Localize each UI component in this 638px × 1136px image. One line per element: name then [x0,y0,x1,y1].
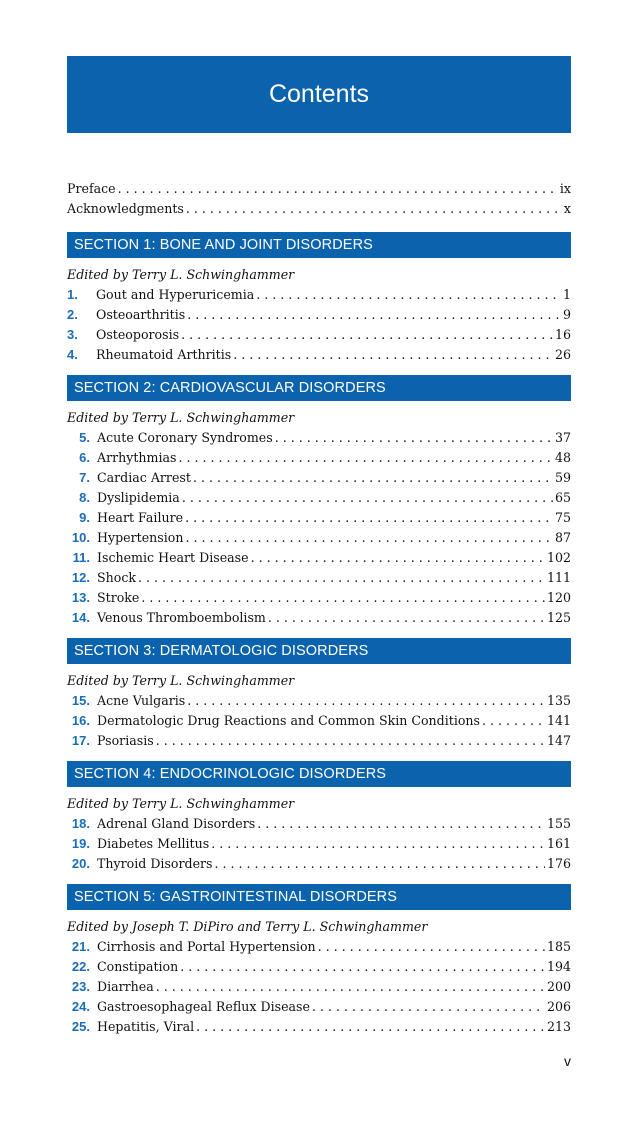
toc-entry-chapter[interactable] [67,937,571,957]
chapter-number: 4. [67,347,78,362]
chapter-page: 135 [546,693,571,708]
chapter-number: 21. [71,939,90,954]
toc-section-3 [67,638,571,751]
toc-entry-chapter[interactable] [67,305,571,325]
toc-entry-chapter[interactable] [67,854,571,874]
leader-dots [312,997,545,1017]
toc-entry-chapter[interactable] [67,977,571,997]
chapter-number: 19. [71,836,90,851]
toc-entry-chapter[interactable] [67,731,571,751]
chapter-number: 13. [71,590,90,605]
leader-dots [138,568,545,588]
chapter-number: 22. [71,959,90,974]
chapter-title: Ischemic Heart Disease [97,550,249,565]
leader-dots [187,305,561,325]
entry-page: ix [559,181,571,196]
section-heading[interactable]: SECTION 4: ENDOCRINOLOGIC DISORDERS [67,761,571,787]
leader-dots [251,548,545,568]
chapter-page: 75 [554,510,571,525]
toc-entry-chapter[interactable] [67,528,571,548]
contents-page [67,56,571,1037]
chapter-title: Heart Failure [97,510,184,525]
chapter-page: 1 [562,287,571,302]
toc-section-4 [67,761,571,874]
chapter-page: 194 [546,959,571,974]
chapter-number: 11. [72,550,90,565]
toc-entry-chapter[interactable] [67,488,571,508]
toc-entry-chapter[interactable] [67,548,571,568]
chapter-list [67,285,571,365]
chapter-title: Thyroid Disorders [97,856,213,871]
chapter-title: Constipation [97,959,179,974]
chapter-number: 6. [79,450,90,465]
toc-entry-chapter[interactable] [67,834,571,854]
chapter-title: Hepatitis, Viral [97,1019,195,1034]
section-editor: Edited by Terry L. Schwinghammer [67,267,295,282]
toc-entry-chapter[interactable] [67,957,571,977]
section-editor: Edited by Terry L. Schwinghammer [67,796,295,811]
leader-dots [182,488,553,508]
chapter-list [67,937,571,1037]
chapter-title: Cirrhosis and Portal Hypertension [97,939,316,954]
chapter-page: 26 [554,347,571,362]
toc-entry-chapter[interactable] [67,691,571,711]
chapter-title: Diabetes Mellitus [97,836,210,851]
chapter-page: 155 [546,816,571,831]
chapter-title: Gastroesophageal Reflux Disease [97,999,310,1014]
chapter-title: Hypertension [97,530,184,545]
leader-dots [178,448,552,468]
toc-entry-chapter[interactable] [67,1017,571,1037]
section-editor: Edited by Joseph T. DiPiro and Terry L. Schwinghammer [67,919,428,934]
leader-dots [141,588,545,608]
sections-container [67,232,571,1037]
chapter-title: Acne Vulgaris [97,693,186,708]
chapter-title: Arrhythmias [97,450,177,465]
chapter-page: 200 [546,979,571,994]
entry-title: Acknowledgments [67,201,184,216]
chapter-number: 9. [79,510,90,525]
chapter-page: 9 [562,307,571,322]
leader-dots [268,608,545,628]
leader-dots [193,468,553,488]
chapter-number: 20. [71,856,90,871]
chapter-number: 17. [71,733,90,748]
chapter-title: Rheumatoid Arthritis [96,347,232,362]
chapter-number: 7. [79,470,90,485]
leader-dots [185,508,553,528]
leader-dots [211,834,545,854]
section-heading[interactable]: SECTION 5: GASTROINTESTINAL DISORDERS [67,884,571,910]
chapter-page: 111 [546,570,571,585]
chapter-number: 12. [71,570,90,585]
entry-title: Preface [67,181,116,196]
toc-entry-chapter[interactable] [67,814,571,834]
leader-dots [233,345,553,365]
chapter-page: 206 [546,999,571,1014]
chapter-title: Adrenal Gland Disorders [97,816,256,831]
section-heading[interactable]: SECTION 2: CARDIOVASCULAR DISORDERS [67,375,571,401]
chapter-page: 147 [546,733,571,748]
front-matter-list [67,179,571,219]
chapter-page: 125 [546,610,571,625]
chapter-number: 10. [71,530,90,545]
toc-entry-chapter[interactable] [67,508,571,528]
chapter-page: 37 [554,430,571,445]
chapter-title: Venous Thromboembolism [97,610,266,625]
chapter-number: 24. [71,999,90,1014]
entry-page: x [563,201,571,216]
chapter-title: Psoriasis [97,733,154,748]
chapter-title: Osteoarthritis [96,307,186,322]
section-editor: Edited by Terry L. Schwinghammer [67,673,295,688]
chapter-title: Osteoporosis [96,327,180,342]
chapter-page: 176 [546,856,571,871]
chapter-page: 161 [546,836,571,851]
leader-dots [156,977,545,997]
chapter-list [67,691,571,751]
toc-entry-chapter[interactable] [67,428,571,448]
leader-dots [185,528,553,548]
chapter-page: 59 [554,470,571,485]
chapter-number: 3. [67,327,78,342]
leader-dots [318,937,545,957]
leader-dots [482,711,545,731]
leader-dots [186,199,562,219]
chapter-number: 8. [79,490,90,505]
section-editor: Edited by Terry L. Schwinghammer [67,410,295,425]
leader-dots [215,854,545,874]
toc-entry-chapter[interactable] [67,285,571,305]
chapter-page: 141 [546,713,571,728]
toc-entry-chapter[interactable] [67,997,571,1017]
chapter-title: Acute Coronary Syndromes [97,430,273,445]
chapter-title: Cardiac Arrest [97,470,191,485]
chapter-page: 65 [554,490,571,505]
chapter-number: 15. [71,693,90,708]
toc-entry-chapter[interactable] [67,325,571,345]
chapter-page: 185 [546,939,571,954]
chapter-number: 2. [67,307,78,322]
chapter-page: 48 [554,450,571,465]
chapter-number: 23. [71,979,90,994]
leader-dots [180,957,545,977]
chapter-title: Gout and Hyperuricemia [96,287,255,302]
toc-section-2 [67,375,571,628]
contents-title-bar [67,56,571,133]
leader-dots [187,691,545,711]
chapter-title: Dyslipidemia [97,490,180,505]
chapter-list [67,814,571,874]
section-heading[interactable]: SECTION 3: DERMATOLOGIC DISORDERS [67,638,571,664]
toc-entry-chapter[interactable] [67,568,571,588]
chapter-number: 1. [67,287,78,302]
toc-entry-preface[interactable] [67,179,571,199]
chapter-title: Diarrhea [97,979,154,994]
toc-entry-chapter[interactable] [67,711,571,731]
toc-entry-acknowledgments[interactable] [67,199,571,219]
leader-dots [156,731,545,751]
toc-entry-chapter[interactable] [67,588,571,608]
leader-dots [256,285,561,305]
chapter-number: 5. [79,430,90,445]
section-heading[interactable]: SECTION 1: BONE AND JOINT DISORDERS [67,232,571,258]
leader-dots [118,179,558,199]
chapter-page: 213 [546,1019,571,1034]
chapter-number: 25. [71,1019,90,1034]
chapter-title: Dermatologic Drug Reactions and Common Skin Conditions [97,713,481,728]
chapter-number: 18. [71,816,90,831]
toc-entry-chapter[interactable] [67,448,571,468]
chapter-page: 120 [546,590,571,605]
toc-section-1 [67,232,571,365]
leader-dots [257,814,545,834]
toc-entry-chapter[interactable] [67,608,571,628]
chapter-title: Stroke [97,590,140,605]
chapter-number: 16. [71,713,90,728]
leader-dots [275,428,553,448]
chapter-title: Shock [97,570,137,585]
leader-dots [196,1017,545,1037]
chapter-page: 87 [554,530,571,545]
chapter-page: 16 [554,327,571,342]
chapter-number: 14. [71,610,90,625]
chapter-page: 102 [546,550,571,565]
leader-dots [181,325,553,345]
toc-entry-chapter[interactable] [67,468,571,488]
toc-section-5 [67,884,571,1037]
page-title: Contents [268,80,370,108]
chapter-list [67,428,571,628]
page-number: v [564,1053,571,1069]
toc-entry-chapter[interactable] [67,345,571,365]
